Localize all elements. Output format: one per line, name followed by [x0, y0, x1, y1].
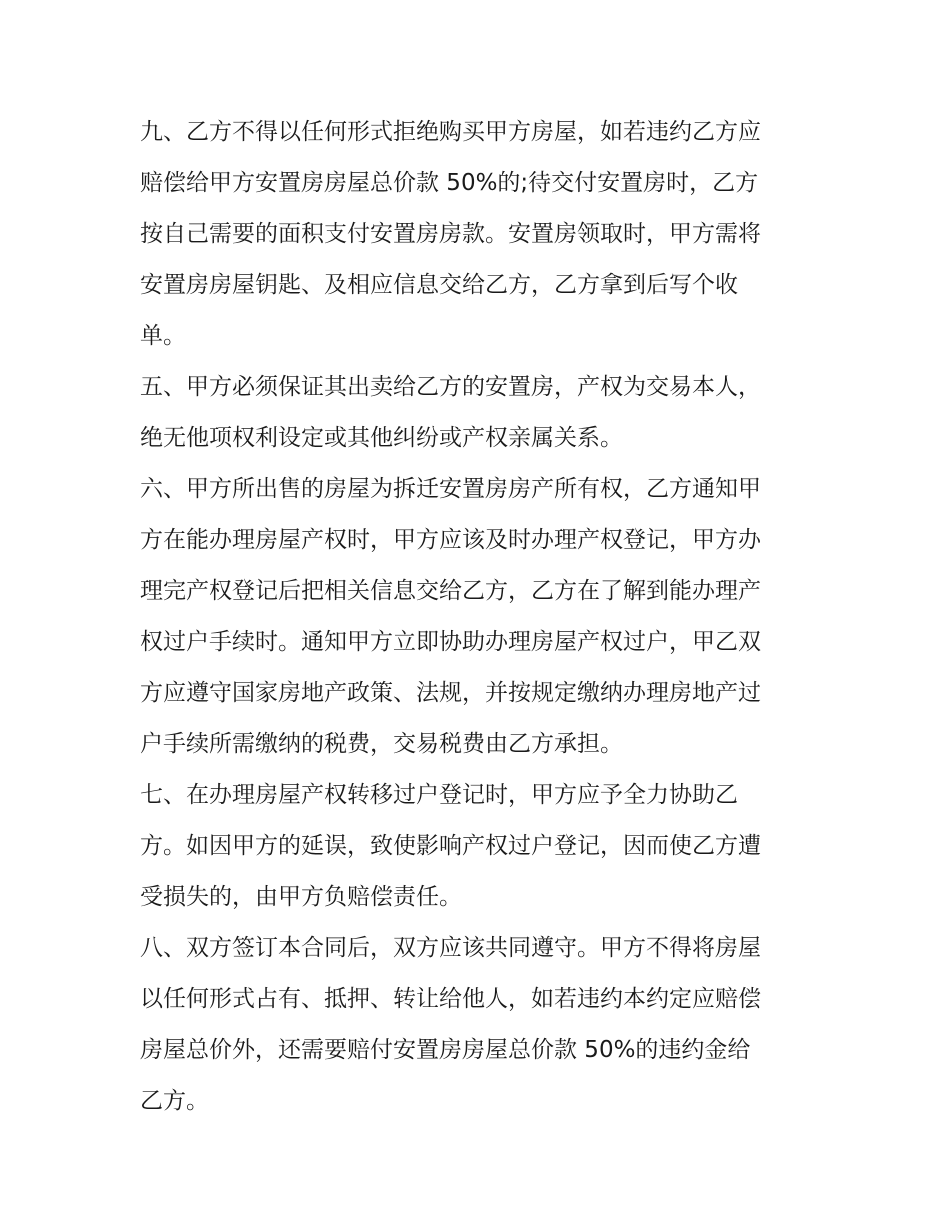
text-line: 房屋总价外，还需要赔付安置房房屋总价款 50%的违约金给: [140, 1037, 751, 1063]
paragraph-clause-6: [140, 464, 820, 770]
text-line: 方应遵守国家房地产政策、法规，并按规定缴纳办理房地产过: [140, 680, 761, 706]
text-line: 六、甲方所出售的房屋为拆迁安置房房产所有权，乙方通知甲: [140, 476, 761, 502]
paragraph-clause-5: [140, 362, 820, 464]
text-line: 户手续所需缴纳的税费，交易税费由乙方承担。: [140, 731, 623, 757]
text-line: 七、在办理房屋产权转移过户登记时，甲方应予全力协助乙: [140, 782, 738, 808]
document-body: [140, 107, 820, 1127]
text-line: 权过户手续时。通知甲方立即协助办理房屋产权过户，甲乙双: [140, 629, 761, 655]
text-line: 理完产权登记后把相关信息交给乙方，乙方在了解到能办理产: [140, 578, 761, 604]
text-line: 赔偿给甲方安置房房屋总价款 50%的;待交付安置房时，乙方: [140, 170, 759, 196]
text-line: 五、甲方必须保证其出卖给乙方的安置房，产权为交易本人，: [140, 374, 761, 400]
text-line: 乙方。: [140, 1088, 209, 1114]
text-line: 安置房房屋钥匙、及相应信息交给乙方，乙方拿到后写个收: [140, 272, 738, 298]
text-line: 绝无他项权利设定或其他纠纷或产权亲属关系。: [140, 425, 623, 451]
text-line: 九、乙方不得以任何形式拒绝购买甲方房屋，如若违约乙方应: [140, 119, 761, 145]
paragraph-clause-7: [140, 770, 820, 923]
text-line: 以任何形式占有、抵押、转让给他人，如若违约本约定应赔偿: [140, 986, 761, 1012]
text-line: 受损失的，由甲方负赔偿责任。: [140, 884, 462, 910]
text-line: 单。: [140, 323, 186, 349]
text-line: 按自己需要的面积支付安置房房款。安置房领取时，甲方需将: [140, 221, 761, 247]
paragraph-clause-8: [140, 923, 820, 1127]
text-line: 八、双方签订本合同后，双方应该共同遵守。甲方不得将房屋: [140, 935, 761, 961]
text-line: 方。如因甲方的延误，致使影响产权过户登记，因而使乙方遭: [140, 833, 761, 859]
paragraph-clause-9: [140, 107, 820, 362]
text-line: 方在能办理房屋产权时，甲方应该及时办理产权登记，甲方办: [140, 527, 761, 553]
